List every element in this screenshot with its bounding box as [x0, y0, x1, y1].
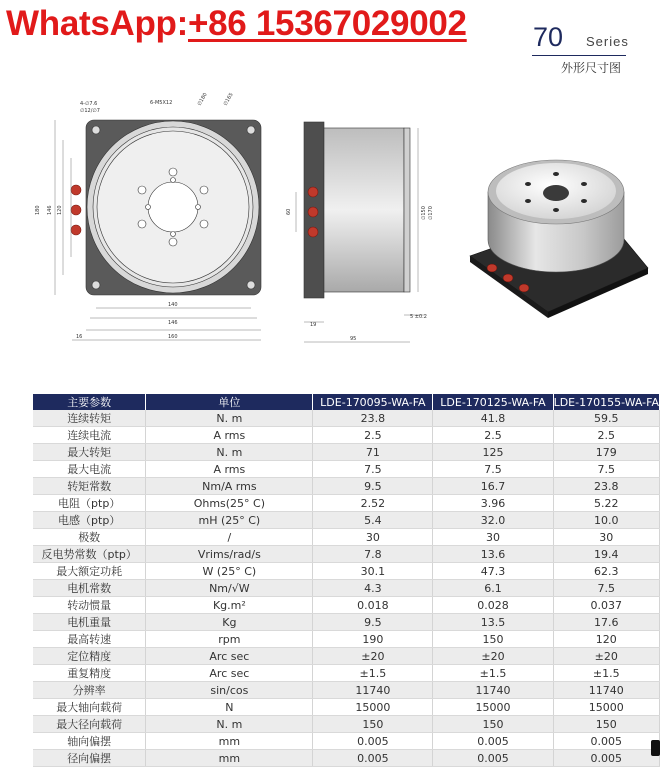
svg-text:∅180: ∅180 — [196, 91, 209, 107]
value-cell: 179 — [553, 444, 659, 461]
value-cell: 9.5 — [313, 478, 433, 495]
parameter-name: 转动惯量 — [33, 597, 146, 614]
drawing-title: 外形尺寸图 — [561, 61, 622, 75]
parameter-name: 连续转矩 — [33, 410, 146, 427]
value-cell: 150 — [433, 631, 553, 648]
front-view — [55, 120, 261, 340]
value-cell: 120 — [553, 631, 659, 648]
value-cell: 71 — [313, 444, 433, 461]
parameter-name: 电机常数 — [33, 580, 146, 597]
parameter-name: 分辨率 — [33, 682, 146, 699]
svg-text:∅12/∅7: ∅12/∅7 — [80, 108, 100, 114]
svg-text:∅170: ∅170 — [428, 206, 434, 220]
table-row — [33, 427, 660, 444]
svg-text:19: 19 — [310, 322, 317, 328]
parameter-name: 最大径向载荷 — [33, 716, 146, 733]
table-row — [33, 580, 660, 597]
value-cell: 0.005 — [433, 733, 553, 750]
column-header: 单位 — [146, 394, 313, 410]
value-cell: 19.4 — [553, 546, 659, 563]
unit-cell: sin/cos — [146, 682, 313, 699]
table-row — [33, 597, 660, 614]
value-cell: ±20 — [433, 648, 553, 665]
table-row — [33, 733, 660, 750]
value-cell: 30 — [433, 529, 553, 546]
value-cell: ±1.5 — [553, 665, 659, 682]
svg-text:∅165: ∅165 — [222, 91, 235, 107]
value-cell: 0.037 — [553, 597, 659, 614]
value-cell: 13.6 — [433, 546, 553, 563]
table-row — [33, 512, 660, 529]
table-row — [33, 478, 660, 495]
value-cell: 16.7 — [433, 478, 553, 495]
unit-cell: Ohms(25° C) — [146, 495, 313, 512]
value-cell: 11740 — [433, 682, 553, 699]
svg-text:5 ±0.2: 5 ±0.2 — [410, 314, 427, 320]
value-cell: 0.005 — [553, 750, 659, 767]
parameter-name: 反电势常数（ptp） — [33, 546, 146, 563]
value-cell: 2.5 — [553, 427, 659, 444]
unit-cell: mm — [146, 733, 313, 750]
value-cell: 190 — [313, 631, 433, 648]
value-cell: 150 — [433, 716, 553, 733]
unit-cell: N. m — [146, 410, 313, 427]
unit-cell: Vrims/rad/s — [146, 546, 313, 563]
table-row — [33, 750, 660, 767]
parameter-name: 电感（ptp） — [33, 512, 146, 529]
value-cell: 7.8 — [313, 546, 433, 563]
series-label: Series — [586, 34, 629, 49]
value-cell: 62.3 — [553, 563, 659, 580]
parameter-name: 电机重量 — [33, 614, 146, 631]
svg-text:120: 120 — [57, 205, 63, 215]
whatsapp-number[interactable]: +86 15367029002 — [188, 4, 467, 43]
spec-table — [33, 394, 660, 767]
parameter-name: 连续电流 — [33, 427, 146, 444]
unit-cell: / — [146, 529, 313, 546]
value-cell: 125 — [433, 444, 553, 461]
parameter-name: 最高转速 — [33, 631, 146, 648]
value-cell: 15000 — [553, 699, 659, 716]
svg-text:146: 146 — [168, 320, 178, 326]
value-cell: 15000 — [433, 699, 553, 716]
value-cell: 150 — [313, 716, 433, 733]
value-cell: 5.22 — [553, 495, 659, 512]
value-cell: 0.005 — [553, 733, 659, 750]
table-row — [33, 563, 660, 580]
unit-cell: mm — [146, 750, 313, 767]
unit-cell: mH (25° C) — [146, 512, 313, 529]
svg-text:4-∅7.6: 4-∅7.6 — [80, 101, 98, 107]
value-cell: 23.8 — [553, 478, 659, 495]
table-row — [33, 648, 660, 665]
table-row — [33, 444, 660, 461]
unit-cell: Kg — [146, 614, 313, 631]
value-cell: 7.5 — [553, 461, 659, 478]
whatsapp-label: WhatsApp: — [6, 4, 188, 43]
value-cell: 32.0 — [433, 512, 553, 529]
parameter-name: 定位精度 — [33, 648, 146, 665]
whatsapp-contact — [6, 4, 467, 44]
side-view — [296, 122, 425, 342]
value-cell: 23.8 — [313, 410, 433, 427]
spec-body — [33, 410, 660, 767]
value-cell: 13.5 — [433, 614, 553, 631]
svg-text:60: 60 — [286, 208, 292, 215]
value-cell: ±20 — [313, 648, 433, 665]
value-cell: 3.96 — [433, 495, 553, 512]
svg-text:∅150: ∅150 — [421, 206, 427, 220]
svg-text:146: 146 — [47, 205, 53, 215]
value-cell: 17.6 — [553, 614, 659, 631]
table-row — [33, 461, 660, 478]
unit-cell: N. m — [146, 444, 313, 461]
value-cell: 6.1 — [433, 580, 553, 597]
table-row — [33, 495, 660, 512]
scroll-handle[interactable] — [651, 740, 660, 756]
value-cell: 2.5 — [313, 427, 433, 444]
dimension-drawing — [0, 80, 660, 370]
column-header: LDE-170155-WA-FA — [553, 395, 659, 409]
parameter-name: 最大转矩 — [33, 444, 146, 461]
series-number: 70 — [533, 22, 564, 52]
product-3d-view — [470, 160, 648, 318]
unit-cell: A rms — [146, 427, 313, 444]
column-header: LDE-170125-WA-FA — [433, 394, 553, 410]
value-cell: 30 — [553, 529, 659, 546]
value-cell: 59.5 — [553, 410, 659, 427]
spec-header-row — [33, 394, 660, 410]
unit-cell: N — [146, 699, 313, 716]
svg-text:16: 16 — [76, 334, 83, 340]
unit-cell: W (25° C) — [146, 563, 313, 580]
value-cell: 2.5 — [433, 427, 553, 444]
table-row — [33, 410, 660, 427]
svg-text:6-M5X12: 6-M5X12 — [150, 100, 173, 106]
svg-text:160: 160 — [168, 334, 178, 340]
value-cell: 7.5 — [313, 461, 433, 478]
value-cell: 9.5 — [313, 614, 433, 631]
value-cell: 0.005 — [313, 750, 433, 767]
value-cell: 0.005 — [313, 733, 433, 750]
value-cell: 7.5 — [553, 580, 659, 597]
value-cell: 10.0 — [553, 512, 659, 529]
svg-text:180: 180 — [35, 205, 41, 215]
parameter-name: 转矩常数 — [33, 478, 146, 495]
value-cell: ±1.5 — [433, 665, 553, 682]
svg-text:95: 95 — [350, 336, 357, 342]
unit-cell: Arc sec — [146, 648, 313, 665]
unit-cell: Nm/√W — [146, 580, 313, 597]
unit-cell: rpm — [146, 631, 313, 648]
value-cell: 4.3 — [313, 580, 433, 597]
table-row — [33, 631, 660, 648]
value-cell: 0.018 — [313, 597, 433, 614]
value-cell: 0.028 — [433, 597, 553, 614]
unit-cell: Nm/A rms — [146, 478, 313, 495]
parameter-name: 最大额定功耗 — [33, 563, 146, 580]
unit-cell: Arc sec — [146, 665, 313, 682]
parameter-name: 电阻（ptp） — [33, 495, 146, 512]
value-cell: 30.1 — [313, 563, 433, 580]
parameter-name: 最大电流 — [33, 461, 146, 478]
column-header: 主要参数 — [33, 394, 146, 410]
unit-cell: A rms — [146, 461, 313, 478]
value-cell: 47.3 — [433, 563, 553, 580]
table-row — [33, 699, 660, 716]
value-cell: 41.8 — [433, 410, 553, 427]
value-cell: 11740 — [553, 682, 659, 699]
value-cell: 5.4 — [313, 512, 433, 529]
column-header: LDE-170095-WA-FA — [313, 394, 433, 410]
table-row — [33, 716, 660, 733]
value-cell: 7.5 — [433, 461, 553, 478]
value-cell: 15000 — [313, 699, 433, 716]
table-row — [33, 665, 660, 682]
table-row — [33, 529, 660, 546]
value-cell: ±1.5 — [313, 665, 433, 682]
value-cell: 0.005 — [433, 750, 553, 767]
value-cell: 30 — [313, 529, 433, 546]
table-row — [33, 682, 660, 699]
parameter-name: 轴向偏摆 — [33, 733, 146, 750]
unit-cell: N. m — [146, 716, 313, 733]
series-underline — [532, 55, 626, 56]
value-cell: 2.52 — [313, 495, 433, 512]
table-row — [33, 546, 660, 563]
unit-cell: Kg.m² — [146, 597, 313, 614]
parameter-name: 最大轴向载荷 — [33, 699, 146, 716]
value-cell: ±20 — [553, 648, 659, 665]
table-row — [33, 614, 660, 631]
parameter-name: 极数 — [33, 529, 146, 546]
value-cell: 11740 — [313, 682, 433, 699]
value-cell: 150 — [553, 716, 659, 733]
parameter-name: 径向偏摆 — [33, 750, 146, 767]
svg-text:140: 140 — [168, 302, 178, 308]
parameter-name: 重复精度 — [33, 665, 146, 682]
